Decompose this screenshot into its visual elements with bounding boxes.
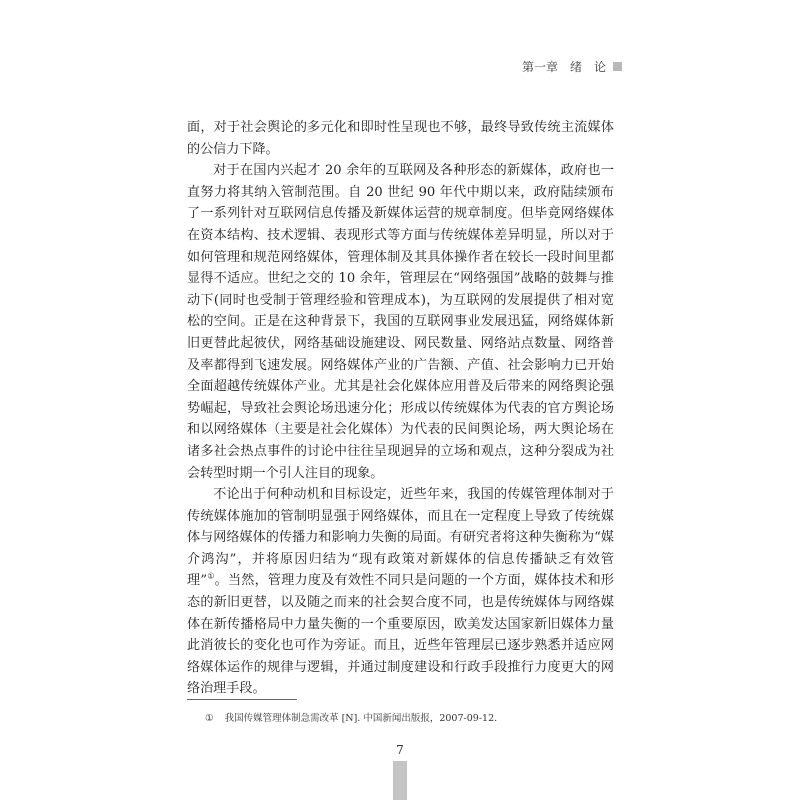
paragraph-3 <box>187 484 614 700</box>
paragraph-2: 对于在国内兴起才 20 余年的互联网及各种形态的新媒体，政府也一直努力将其纳入管制范围。自 20 世纪 90 年代中期以来，政府陆续颁布了一系列针对互联网信息传播及新媒体运营的规章制度。但毕竟网络媒体在资本结构、技术逻辑、表现形式等方面与传统媒体差异明显，所以对于如何管理和规范网络媒体，管理体制及其具体操作者在较长一段时间里都显得不适应。世纪之交的 10 余年，管理层在“网络强国”战略的鼓舞与推动下(同时也受制于管理经验和管理成本)，为互联网的发展提供了相对宽松的空间。正是在这种背景下，我国的互联网事业发展迅猛，网络媒体新旧更替此起彼伏，网络基础设施建设、网民数量、网络站点数量、网络普及率都得到飞速发展。网络媒体产业的广告额、产值、社会影响力已开始全面超越传统媒体产业。尤其是社会化媒体应用普及后带来的网络舆论强势崛起，导致社会舆论场迅速分化；形成以传统媒体为代表的官方舆论场和以网络媒体（主要是社会化媒体）为代表的民间舆论场，两大舆论场在诸多社会热点事件的讨论中往往呈现迥异的立场和观点，这种分裂成为社会转型时期一个引人注目的现象。 <box>187 163 614 481</box>
main-text <box>187 117 614 700</box>
paragraph-3-lead: 不论出于何种动机和目标设定，近些年来，我国的传媒管理体制对于传统媒体施加的管制明显强于网络媒体，而且在一定程度上导致了传统媒体与网络媒体的传播力和影响力失衡的局面。有研究者将这种失衡称为“媒介鸿沟”，并将原因归结为“现有政策对新媒体的信息传播缺乏有效管理” <box>187 487 614 589</box>
footnote-number: ① <box>205 713 214 724</box>
header-square-mark <box>613 62 622 71</box>
page-tab-bar <box>393 761 407 800</box>
page-number: 7 <box>396 743 404 757</box>
footnote-reference[interactable]: ① <box>207 572 215 582</box>
footnote-text: 我国传媒管理体制急需改革 [N]. 中国新闻出版报，2007-09-12. <box>224 713 498 724</box>
running-header <box>522 58 622 75</box>
footnote-divider <box>187 699 297 700</box>
chapter-title: 第一章 绪 论 <box>521 60 606 74</box>
footnote <box>205 710 497 724</box>
paragraph-1: 面，对于社会舆论的多元化和即时性呈现也不够，最终导致传统主流媒体的公信力下降。 <box>187 120 614 157</box>
paragraph-3-rest: 。当然，管理力度及有效性不同只是问题的一个方面，媒体技术和形态的新旧更替，以及随之而来的社会契合度不同，也是传统媒体与网络媒体在新传播格局中力量失衡的一个重要原因，欧美发达国家新旧媒体力量此消彼长的变化也可作为旁证。而且，近些年管理层已逐步熟悉并适应网络媒体运作的规律与逻辑，并通过制度建设和行政手段推行力度更大的网络治理手段。 <box>187 573 614 697</box>
